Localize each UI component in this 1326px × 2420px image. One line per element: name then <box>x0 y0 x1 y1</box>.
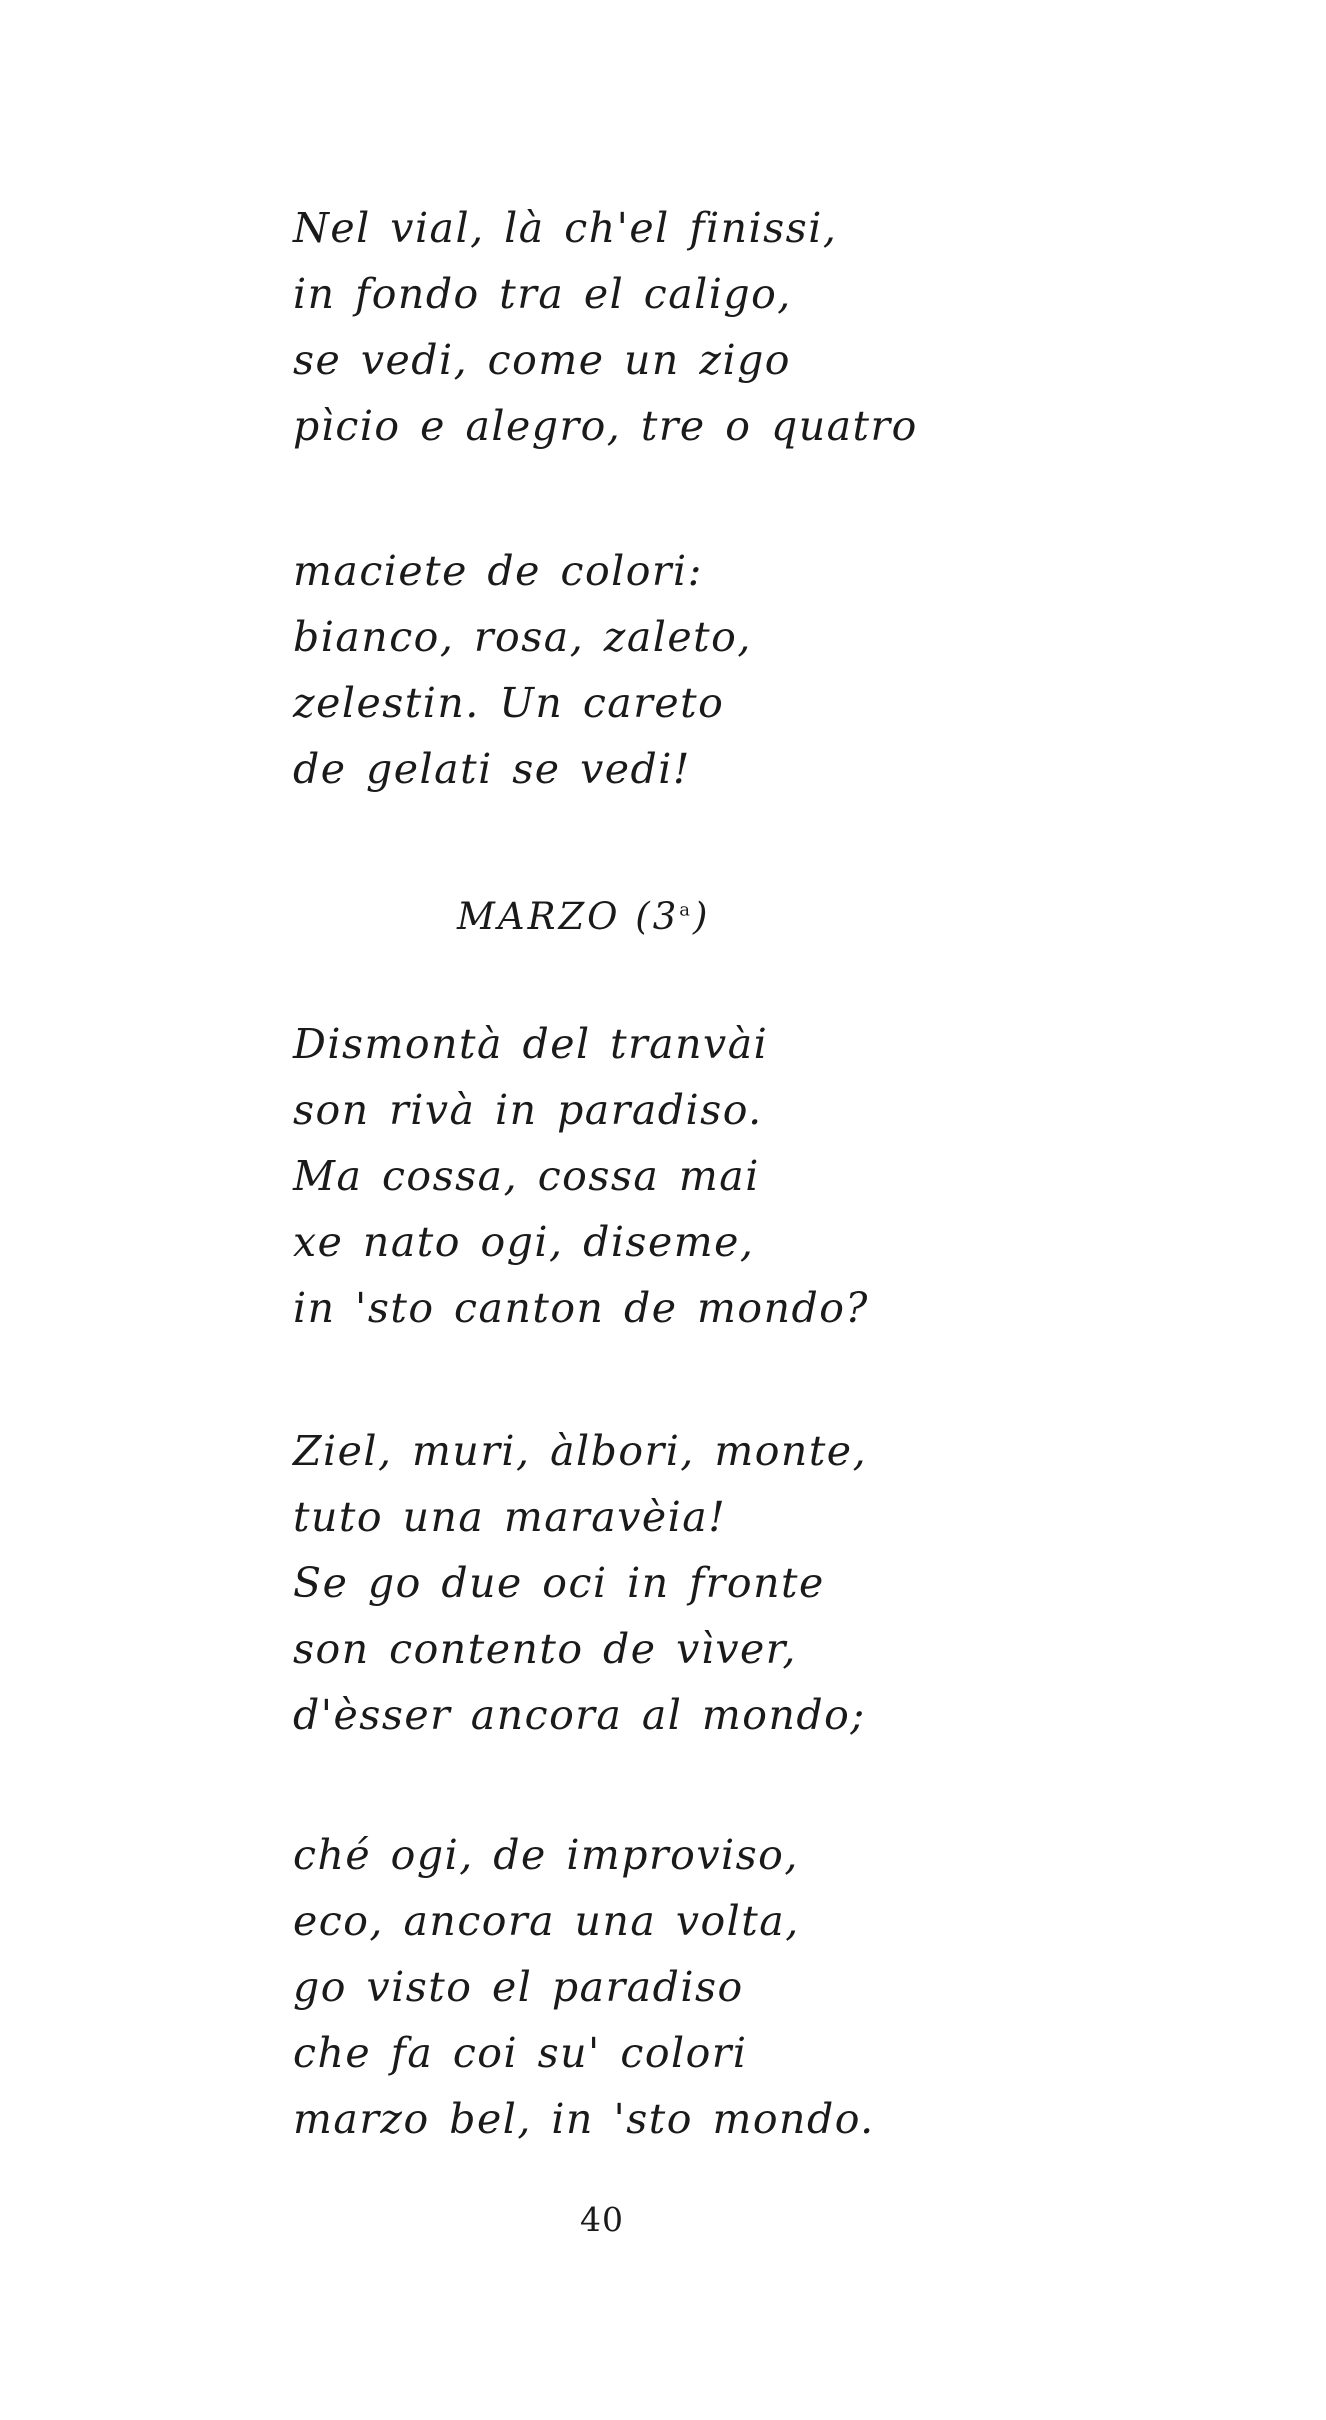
verse-line: marzo bel, in 'sto mondo. <box>293 2095 875 2143</box>
section-title-text: MARZO <box>457 895 621 938</box>
stanza-5 <box>293 1822 1053 2152</box>
verse-line: d'èsser ancora al mondo; <box>293 1691 866 1739</box>
verse-line: Se go due oci in fronte <box>293 1559 825 1607</box>
verse-line: ché ogi, de improviso, <box>293 1831 799 1879</box>
section-number: (3$^a$) <box>635 895 711 938</box>
stanza-1 <box>293 195 1053 459</box>
verse-line: son contento de vìver, <box>293 1625 797 1673</box>
verse-line: zelestin. Un careto <box>293 679 725 727</box>
verse-line: tuto una maravèia! <box>293 1493 727 1541</box>
verse-line: bianco, rosa, zaleto, <box>293 613 752 661</box>
verse-line: xe nato ogi, diseme, <box>293 1218 755 1266</box>
verse-line: go visto el paradiso <box>293 1963 744 2011</box>
verse-line: in 'sto canton de mondo? <box>293 1284 869 1332</box>
stanza-2 <box>293 538 1053 802</box>
verse-line: son rivà in paradiso. <box>293 1086 763 1134</box>
verse-line: de gelati se vedi! <box>293 745 691 793</box>
verse-line: che fa coi su' colori <box>293 2029 748 2077</box>
verse-line: maciete de colori: <box>293 547 703 595</box>
verse-line: eco, ancora una volta, <box>293 1897 800 1945</box>
verse-line: in fondo tra el caligo, <box>293 270 792 318</box>
verse-line: Nel vial, là ch'el finissi, <box>293 204 838 252</box>
verse-line: pìcio e alegro, tre o quatro <box>293 402 918 450</box>
stanza-3 <box>293 1011 1053 1341</box>
verse-line: Ziel, muri, àlbori, monte, <box>293 1427 868 1475</box>
verse-line: Ma cossa, cossa mai <box>293 1152 760 1200</box>
section-title <box>457 895 710 938</box>
page-number: 40 <box>580 2200 624 2239</box>
verse-line: Dismontà del tranvài <box>293 1020 769 1068</box>
stanza-4 <box>293 1418 1053 1748</box>
verse-line: se vedi, come un zigo <box>293 336 791 384</box>
